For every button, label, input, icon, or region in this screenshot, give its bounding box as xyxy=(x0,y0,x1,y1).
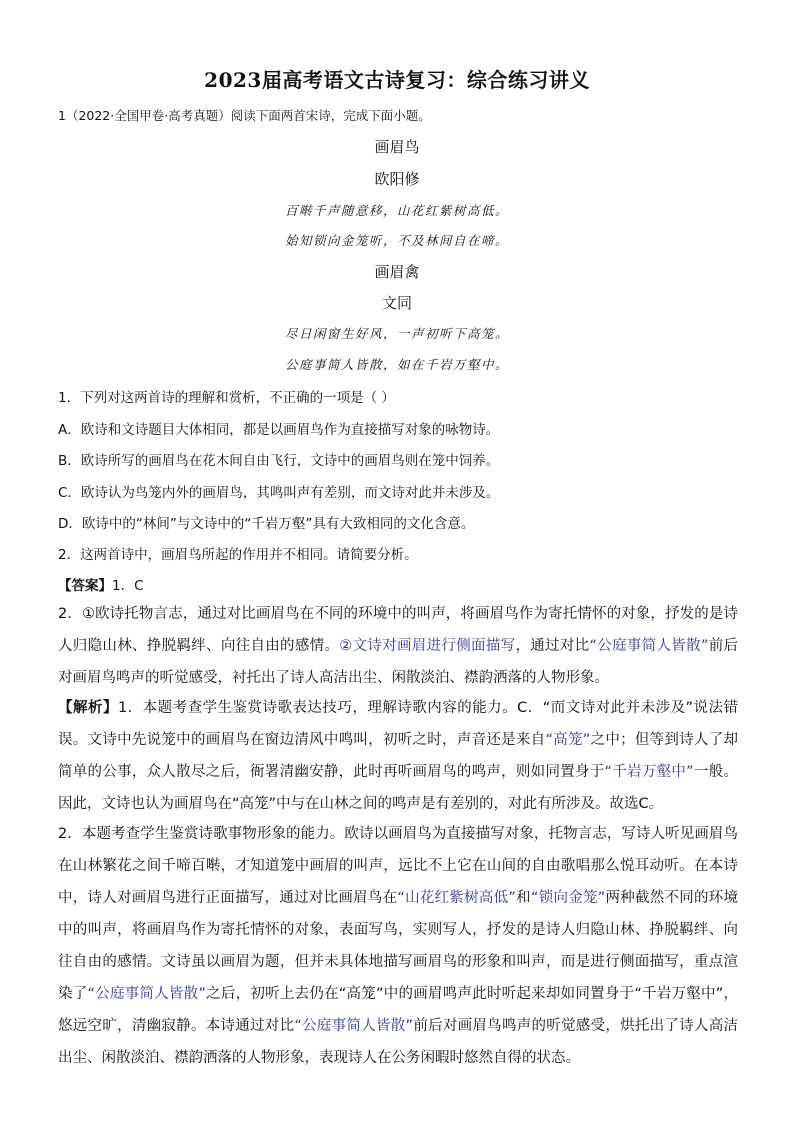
answer-2-text-a: 2．①欧诗托物言志，通过对比画眉鸟在不同的环境中的叫声，将画眉鸟作为寄托情怀的对象，抒发的是诗人归隐山林、挣脱羁绊、向往自由的感情。 xyxy=(58,606,738,654)
analysis-2-highlight-2: “锁向金笼” xyxy=(530,890,606,906)
poem2-title: 画眉禽 xyxy=(374,263,420,281)
analysis-2-highlight-4: “公庭事简人皆散” xyxy=(294,1018,414,1034)
analysis-2-text-i: 前后对画眉鸟鸣声的听觉感受，烘托出了诗人高洁出尘、闲散淡泊、襟韵洒落的人物形象，表现诗人在公务闲暇时悠然自得的状态。 xyxy=(58,1018,739,1066)
poem2-author: 文同 xyxy=(381,294,412,312)
analysis-1-text-e: 一般。因此，文诗也认为画眉鸟在“高笼”中与在山林之间的鸣声是有差别的，对此有所涉及。故选C。 xyxy=(58,764,739,812)
answer-2-text-e: 前后对画眉鸟鸣声的听觉感受，衬托出了诗人高洁出尘、闲散淡泊、襟韵洒落的人物形象。 xyxy=(58,638,739,686)
answer-2-highlight-1: ②文诗对画眉进行侧面描写 xyxy=(339,638,516,654)
analysis-2-paragraph xyxy=(58,818,738,1074)
poem1-title: 画眉鸟 xyxy=(374,138,420,156)
analysis-2-text-g: 之后，初听上去仍在“高笼”中的画眉鸣声此时听起来却如同置身于“千岩万壑中”，悠远空旷，清幽寂静。本诗通过对比 xyxy=(58,986,739,1034)
analysis-1-highlight-2: “千岩万壑中” xyxy=(604,764,694,780)
poem2-line2: 公庭事简人皆散，如在千岩万壑中。 xyxy=(284,357,509,372)
question-2: 2．这两首诗中，画眉鸟所起的作用并不相同。请简要分析。 xyxy=(58,547,418,563)
document-title: 2023届高考语文古诗复习：综合练习讲义 xyxy=(204,68,590,92)
poem1-line2: 始知锁向金笼听，不及林间自在啼。 xyxy=(284,233,509,248)
question-intro: 1（2022·全国甲卷·高考真题）阅读下面两首宋诗，完成下面小题。 xyxy=(58,108,431,123)
analysis-2-text-e: 两种截然不同的环境中的叫声，将画眉鸟作为寄托情怀的对象，表面写鸟，实则写人，抒发的是诗人归隐山林、挣脱羁绊、向往自由的感情。文诗虽以画眉为题，但并未具体地描写画眉鸟的形象和叫声，而是进行侧面描写，重点渲染了 xyxy=(58,890,739,1002)
answer-line xyxy=(58,574,144,594)
analysis-2-highlight-1: “山花红紫树高低” xyxy=(397,890,516,906)
analysis-2-text-c: 和 xyxy=(515,890,531,906)
analysis-1-text-c: 之中；但等到诗人了却简单的公事，众人散尽之后，衙署清幽安静，此时再听画眉鸟的鸣声，则如同置身于 xyxy=(58,732,739,780)
analysis-label: 【解析】 xyxy=(58,700,118,716)
analysis-1-text-a: 1．本题考查学生鉴赏诗歌表达技巧，理解诗歌内容的能力。C．“而文诗对此并未涉及”说法错误。文诗中先说笼中的画眉鸟在窗边清风中鸣叫，初听之时，声音还是来自 xyxy=(58,700,739,748)
question-1: 1．下列对这两首诗的理解和赏析，不正确的一项是（ ） xyxy=(58,390,395,406)
analysis-2-highlight-3: “公庭事简人皆散” xyxy=(87,986,206,1002)
poem1-author: 欧阳修 xyxy=(374,170,420,188)
analysis-2-text-a: 2．本题考查学生鉴赏诗歌事物形象的能力。欧诗以画眉鸟为直接描写对象，托物言志，写诗人听见画眉鸟在山林繁花之间千啼百啭，才知道笼中画眉的叫声，远比不上它在山间的自由歌唱那么悦耳动听。在本诗中，诗人对画眉鸟进行正面描写，通过对比画眉鸟在 xyxy=(58,826,738,906)
answer-2-paragraph xyxy=(58,598,738,694)
option-a: A．欧诗和文诗题目大体相同，都是以画眉鸟作为直接描写对象的咏物诗。 xyxy=(58,422,500,438)
answer-2-text-c: ，通过对比 xyxy=(515,638,590,654)
analysis-1-paragraph xyxy=(58,692,738,820)
answer-2-highlight-2: “公庭事简人皆散” xyxy=(589,638,709,654)
poem1-line1: 百啭千声随意移，山花红紫树高低。 xyxy=(284,203,509,218)
option-c: C．欧诗认为鸟笼内外的画眉鸟，其鸣叫声有差别，而文诗对此并未涉及。 xyxy=(58,485,500,501)
option-b: B．欧诗所写的画眉鸟在花木间自由飞行，文诗中的画眉鸟则在笼中饲养。 xyxy=(58,453,500,469)
analysis-1-highlight-1: “高笼” xyxy=(545,732,591,748)
answer-label: 【答案】 xyxy=(58,578,112,594)
poem2-line1: 尽日闲窗生好风，一声初听下高笼。 xyxy=(284,326,509,341)
option-d: D．欧诗中的“林间”与文诗中的“千岩万壑”具有大致相同的文化含意。 xyxy=(58,516,475,532)
answer-1: 1．C xyxy=(112,578,144,594)
